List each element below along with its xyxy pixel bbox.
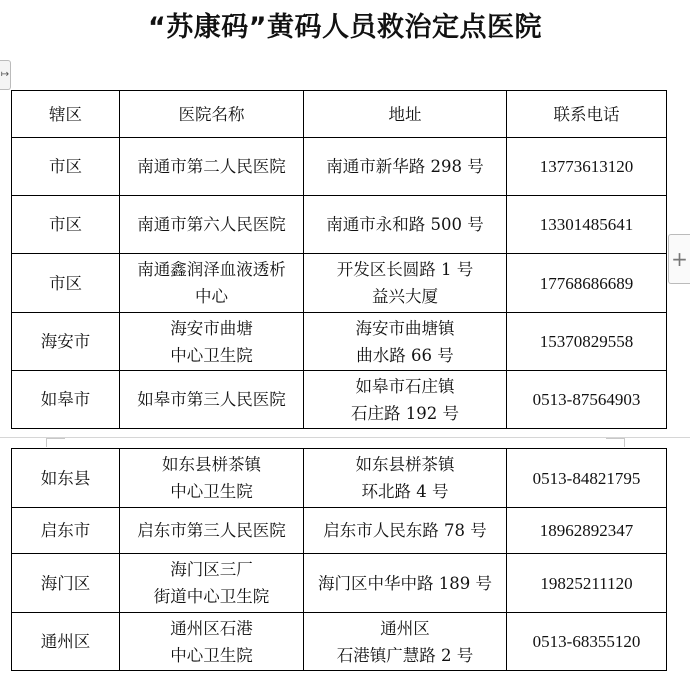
table-row — [12, 313, 667, 371]
district-cell[interactable]: 如皋市 — [12, 371, 120, 429]
address-cell[interactable]: 海安市曲塘镇 曲水路 66 号 — [304, 313, 507, 371]
add-column-button[interactable]: + — [668, 234, 690, 284]
hospital-name-cell[interactable]: 通州区石港 中心卫生院 — [120, 613, 304, 671]
district-cell[interactable]: 海门区 — [12, 554, 120, 613]
table-row — [12, 254, 667, 313]
district-cell[interactable]: 如东县 — [12, 449, 120, 508]
address-cell[interactable]: 开发区长圆路 1 号 益兴大厦 — [304, 254, 507, 313]
column-header[interactable]: 联系电话 — [507, 91, 667, 138]
table-row — [12, 371, 667, 429]
table-row — [12, 613, 667, 671]
column-header[interactable]: 地址 — [304, 91, 507, 138]
document-title: “苏康码”黄码人员救治定点医院 — [148, 12, 542, 43]
address-cell[interactable]: 通州区 石港镇广慧路 2 号 — [304, 613, 507, 671]
hospital-name-cell[interactable]: 如东县栟茶镇 中心卫生院 — [120, 449, 304, 508]
district-cell[interactable]: 启东市 — [12, 508, 120, 554]
phone-cell[interactable]: 0513-68355120 — [507, 613, 667, 671]
address-cell[interactable]: 南通市新华路 298 号 — [304, 138, 507, 196]
table-header-row — [12, 91, 667, 138]
phone-cell[interactable]: 0513-87564903 — [507, 371, 667, 429]
district-cell[interactable]: 市区 — [12, 254, 120, 313]
hospital-name-cell[interactable]: 海门区三厂 街道中心卫生院 — [120, 554, 304, 613]
hospital-name-cell[interactable]: 如皋市第三人民医院 — [120, 371, 304, 429]
address-cell[interactable]: 如皋市石庄镇 石庄路 192 号 — [304, 371, 507, 429]
page-corner-mark — [46, 438, 65, 447]
address-cell[interactable]: 南通市永和路 500 号 — [304, 196, 507, 254]
hospital-table-page-2 — [11, 448, 667, 671]
hospital-name-cell[interactable]: 南通鑫润泽血液透析 中心 — [120, 254, 304, 313]
hospital-name-cell[interactable]: 南通市第二人民医院 — [120, 138, 304, 196]
address-cell[interactable]: 启东市人民东路 78 号 — [304, 508, 507, 554]
hospital-name-cell[interactable]: 海安市曲塘 中心卫生院 — [120, 313, 304, 371]
phone-cell[interactable]: 17768686689 — [507, 254, 667, 313]
district-cell[interactable]: 通州区 — [12, 613, 120, 671]
table-move-handle-icon[interactable]: ↦ — [0, 60, 11, 90]
phone-cell[interactable]: 18962892347 — [507, 508, 667, 554]
address-cell[interactable]: 如东县栟茶镇 环北路 4 号 — [304, 449, 507, 508]
column-header[interactable]: 辖区 — [12, 91, 120, 138]
page-break — [0, 437, 690, 438]
table-row — [12, 508, 667, 554]
table-row — [12, 554, 667, 613]
phone-cell[interactable]: 13773613120 — [507, 138, 667, 196]
district-cell[interactable]: 市区 — [12, 138, 120, 196]
address-cell[interactable]: 海门区中华中路 189 号 — [304, 554, 507, 613]
phone-cell[interactable]: 15370829558 — [507, 313, 667, 371]
hospital-table-page-1 — [11, 90, 667, 429]
phone-cell[interactable]: 13301485641 — [507, 196, 667, 254]
table-row — [12, 449, 667, 508]
hospital-name-cell[interactable]: 启东市第三人民医院 — [120, 508, 304, 554]
phone-cell[interactable]: 19825211120 — [507, 554, 667, 613]
table-row — [12, 196, 667, 254]
district-cell[interactable]: 海安市 — [12, 313, 120, 371]
page-corner-mark — [606, 438, 625, 447]
table-row — [12, 138, 667, 196]
hospital-name-cell[interactable]: 南通市第六人民医院 — [120, 196, 304, 254]
district-cell[interactable]: 市区 — [12, 196, 120, 254]
column-header[interactable]: 医院名称 — [120, 91, 304, 138]
phone-cell[interactable]: 0513-84821795 — [507, 449, 667, 508]
